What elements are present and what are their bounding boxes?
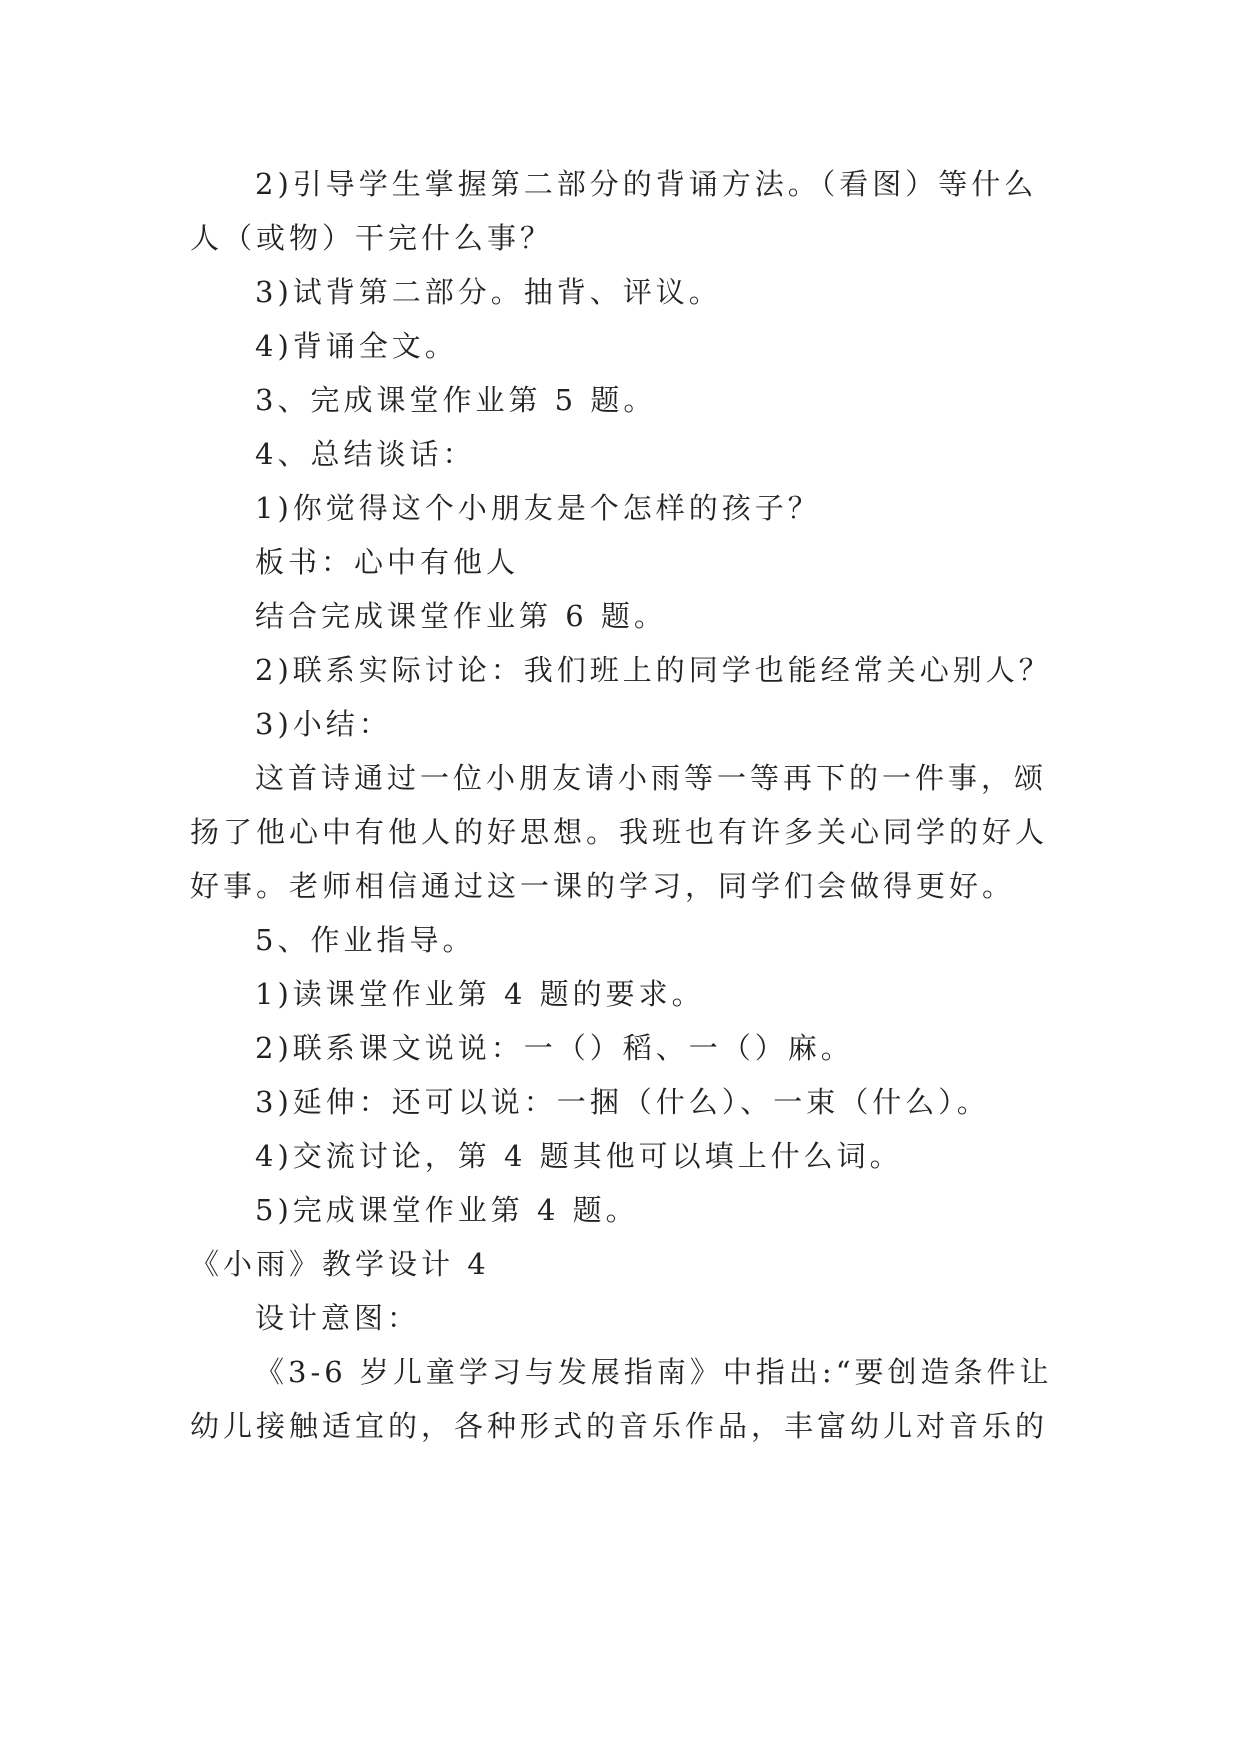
text-line: 3)小结： (255, 707, 392, 741)
text-line: 板书：心中有他人 (255, 545, 520, 579)
text-line: 1)你觉得这个小朋友是个怎样的孩子？ (255, 491, 821, 525)
text-line: 4)背诵全文。 (255, 329, 458, 363)
text-line: 3、完成课堂作业第 5 题。 (255, 383, 657, 417)
text-line: 3)延伸：还可以说：一捆（什么）、一束（什么）。 (255, 1085, 990, 1119)
text-line: 4、总结谈话： (255, 437, 476, 471)
text-line: 这首诗通过一位小朋友请小雨等一等再下的一件事，颂 (255, 761, 1048, 795)
text-line: 2)引导学生掌握第二部分的背诵方法。（看图）等什么 (255, 167, 1038, 201)
text-line: 《3-6 岁儿童学习与发展指南》中指出:“要创造条件让 (255, 1355, 1053, 1389)
text-line: 4)交流讨论，第 4 题其他可以填上什么词。 (255, 1139, 903, 1173)
text-line: 结合完成课堂作业第 6 题。 (255, 599, 667, 633)
text-line: 扬了他心中有他人的好思想。我班也有许多关心同学的好人 (190, 815, 1049, 849)
text-line: 幼儿接触适宜的，各种形式的音乐作品，丰富幼儿对音乐的 (190, 1409, 1049, 1443)
text-line: 好事。老师相信通过这一课的学习，同学们会做得更好。 (190, 869, 1016, 903)
text-line: 5)完成课堂作业第 4 题。 (255, 1193, 639, 1227)
section-title: 《小雨》教学设计 4 (190, 1247, 490, 1281)
text-line: 人（或物）干完什么事？ (190, 221, 554, 255)
text-line: 2)联系课文说说：一（）稻、一（）麻。 (255, 1031, 854, 1065)
text-line: 2)联系实际讨论：我们班上的同学也能经常关心别人？ (255, 653, 1052, 687)
text-line: 3)试背第二部分。抽背、评议。 (255, 275, 722, 309)
text-line: 设计意图： (255, 1301, 421, 1335)
text-line: 5、作业指导。 (255, 923, 476, 957)
text-line: 1)读课堂作业第 4 题的要求。 (255, 977, 705, 1011)
